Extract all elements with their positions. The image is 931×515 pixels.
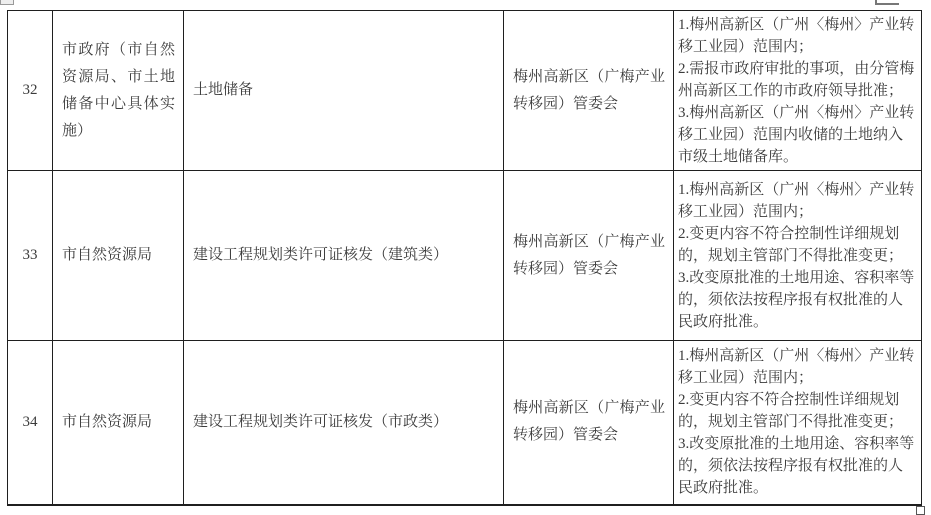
note-item: 3.改变原批准的土地用途、容积率等的，须依法按程序报有权批准的人民政府批准。 [678, 436, 915, 497]
note-item: 3.改变原批准的土地用途、容积率等的，须依法按程序报有权批准的人民政府批准。 [678, 269, 915, 330]
row-number-cell: 32 [8, 11, 53, 171]
committee-cell: 梅州高新区（广梅产业转移园）管委会 [504, 341, 674, 505]
department-cell: 市自然资源局 [53, 341, 184, 505]
table-row [8, 341, 922, 505]
item-name-cell: 建设工程规划类许可证核发（建筑类） [184, 171, 504, 341]
committee-cell: 梅州高新区（广梅产业转移园）管委会 [504, 11, 674, 171]
note-item: 1.梅州高新区（广州〈梅州〉产业转移工业园）范围内； [678, 181, 915, 220]
approval-items-table [7, 10, 922, 506]
notes-cell [674, 11, 922, 171]
committee-cell: 梅州高新区（广梅产业转移园）管委会 [504, 171, 674, 341]
note-item: 1.梅州高新区（广州〈梅州〉产业转移工业园）范围内； [678, 348, 915, 387]
note-item: 2.变更内容不符合控制性详细规划的，规划主管部门不得批准变更； [678, 392, 904, 431]
department-cell: 市政府（市自然资源局、市土地储备中心具体实施） [53, 11, 184, 171]
item-name-cell: 建设工程规划类许可证核发（市政类） [184, 341, 504, 505]
notes-cell [674, 341, 922, 505]
note-item: 1.梅州高新区（广州〈梅州〉产业转移工业园）范围内； [678, 16, 915, 55]
notes-cell [674, 171, 922, 341]
row-number-cell: 34 [8, 341, 53, 505]
table-row [8, 171, 922, 341]
note-item: 2.变更内容不符合控制性详细规划的，规划主管部门不得批准变更； [678, 225, 904, 264]
note-item: 2.需报市政府审批的事项，由分管梅州高新区工作的市政府领导批准； [678, 60, 915, 99]
department-cell: 市自然资源局 [53, 171, 184, 341]
crop-artifact-top-left [0, 0, 14, 5]
crop-artifact-top-right [875, 0, 899, 5]
table-resize-handle[interactable] [916, 506, 925, 515]
row-number-cell: 33 [8, 171, 53, 341]
note-item: 3.梅州高新区（广州〈梅州〉产业转移工业园）范围内收储的土地纳入市级土地储备库。 [678, 104, 915, 165]
table-row [8, 11, 922, 171]
item-name-cell: 土地储备 [184, 11, 504, 171]
